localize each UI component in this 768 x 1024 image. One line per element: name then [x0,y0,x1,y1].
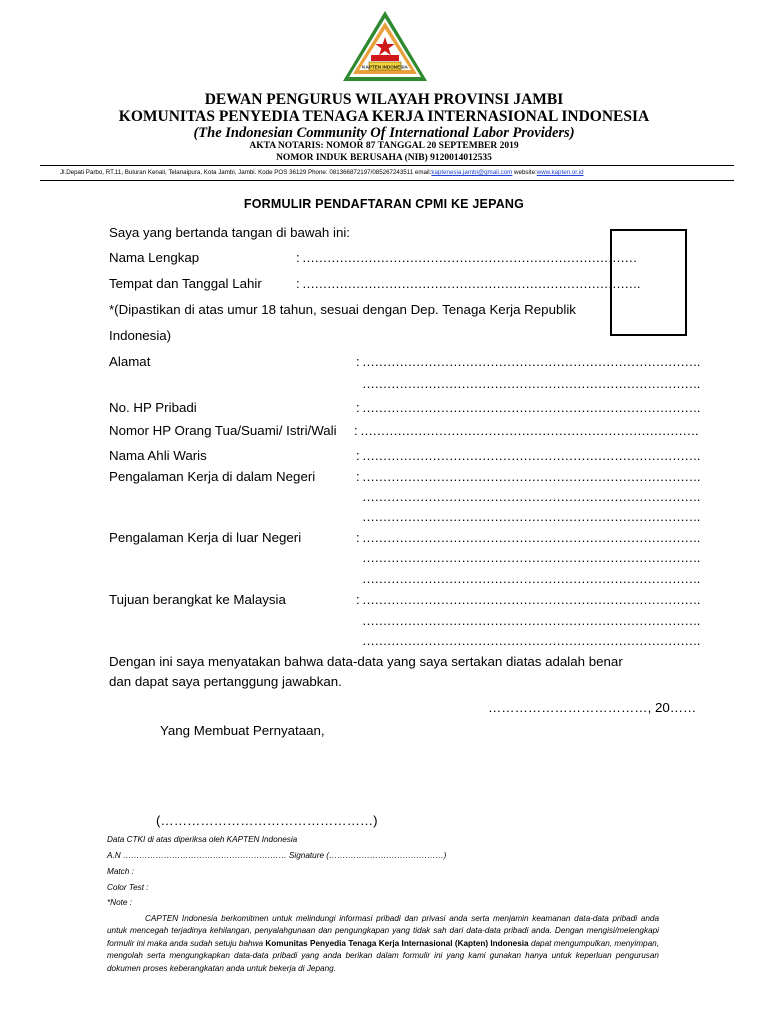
date-field[interactable]: ………………………………, 20…… [488,700,697,715]
color-test-line[interactable]: Color Test : [107,883,149,892]
pk-luar-label: Pengalaman Kerja di luar Negeri [109,530,302,545]
ttl-field[interactable]: : ………………………………………………………………………. [296,276,640,291]
header-line2: KOMUNITAS PENYEDIA TENAGA KERJA INTERNASIONAL INDONESIA [118,108,650,125]
tujuan-field-3[interactable]: ………………………………………………………………………. [362,633,700,648]
header-line3: (The Indonesian Community Of International Labor Providers) [193,125,575,141]
header-line4: AKTA NOTARIS: NOMOR 87 TANGGAL 20 SEPTEMBER 2019 [249,141,519,151]
pk-luar-field-1[interactable]: : ………………………………………………………………………. [356,530,700,545]
signature-field[interactable]: (…………………………………………) [156,813,378,828]
header-divider-top [40,165,734,166]
kapten-logo [341,9,429,83]
pk-dalam-field-3[interactable]: ………………………………………………………………………. [362,509,700,524]
alamat-field-1[interactable]: : ………………………………………………………………………. [356,354,700,369]
nama-field[interactable]: : ……………………………………………………………………… [296,250,637,265]
pk-dalam-field-1[interactable]: : ………………………………………………………………………. [356,469,700,484]
ahli-waris-label: Nama Ahli Waris [109,448,207,463]
pk-dalam-field-2[interactable]: ………………………………………………………………………. [362,489,700,504]
an-signature-line[interactable]: A.N …………………………………………………… Signature (……………………………………) [107,851,447,860]
privacy-paragraph [107,913,659,975]
note-label: *Note : [107,898,133,907]
tujuan-field-1[interactable]: : ………………………………………………………………………. [356,592,700,607]
statement-line2: dan dapat saya pertanggung jawabkan. [109,674,342,689]
alamat-field-2[interactable]: ………………………………………………………………………. [362,376,700,391]
header-line5: NOMOR INDUK BERUSAHA (NIB) 9120014012535 [276,153,492,163]
privacy-text-2: dapat mengumpulkan, menyimpan, mengolah serta mengungkapkan data-data pribadi yang anda berikan dalam formulir ini yang kami gunakan hanya untuk keperluan pengurusan dokumen proses keberangkatan anda untuk bekerja di Jepang. [107,938,659,973]
privacy-text-bold: Komunitas Penyedia Tenaga Kerja Internasional (Kapten) Indonesia [265,938,529,948]
tujuan-field-2[interactable]: ………………………………………………………………………. [362,613,700,628]
hp-label: No. HP Pribadi [109,400,197,415]
hp-ortu-field[interactable]: : ………………………………………………………………………. [354,423,698,438]
ahli-waris-field[interactable]: : ………………………………………………………………………. [356,448,700,463]
checked-by-text: Data CTKI di atas diperiksa oleh KAPTEN Indonesia [107,835,298,844]
alamat-label: Alamat [109,354,151,369]
address-text: Jl.Depati Parbo, RT.11, Buluran Kenali, Telanaipura, Kota Jambi, Jambi. Kode POS 36129 Phone: 081366872197/085267243511 email: [60,169,432,176]
tujuan-label: Tujuan berangkat ke Malaysia [109,592,286,607]
form-title: FORMULIR PENDAFTARAN CPMI KE JEPANG [243,197,525,211]
header-line1: DEWAN PENGURUS WILAYAH PROVINSI JAMBI [204,91,564,108]
logo-banner-text: KAPTEN INDONESIA [362,64,408,70]
privacy-text-1: CAPTEN Indonesia berkomitmen untuk melindungi informasi pribadi dan privasi anda serta menjamin keamanan data-data pribadi anda untuk mencegah terjadinya kehilangan, penyalahgunaan dan pengungkapan yang tidak sah dari data-data pribadi anda. Dengan mengisi/melengkapi formulir ini maka anda sudah setuju bahwa [107,914,659,948]
age-note-line1: *(Dipastikan di atas umur 18 tahun, sesuai dengan Dep. Tenaga Kerja Republik [109,302,576,317]
header-address [60,169,584,176]
website-link[interactable]: www.kapten.or.id [536,169,584,176]
intro-text: Saya yang bertanda tangan di bawah ini: [109,225,350,240]
pk-luar-field-2[interactable]: ………………………………………………………………………. [362,550,700,565]
signer-label: Yang Membuat Pernyataan, [160,723,325,738]
pk-dalam-label: Pengalaman Kerja di dalam Negeri [109,469,316,484]
pk-luar-field-3[interactable]: ………………………………………………………………………. [362,571,700,586]
statement-line1: Dengan ini saya menyatakan bahwa data-data yang saya sertakan diatas adalah benar [109,654,623,669]
age-note-line2: Indonesia) [109,328,172,343]
hp-field[interactable]: : ………………………………………………………………………. [356,400,700,415]
ttl-label: Tempat dan Tanggal Lahir [109,276,262,291]
match-line[interactable]: Match : [107,867,134,876]
nama-label: Nama Lengkap [109,250,200,265]
hp-ortu-label: Nomor HP Orang Tua/Suami/ Istri/Wali [109,423,337,438]
email-link[interactable]: kaptenesia.jambi@gmail.com [431,169,513,176]
header-divider-bottom [40,180,734,181]
website-label: website: [512,169,537,176]
